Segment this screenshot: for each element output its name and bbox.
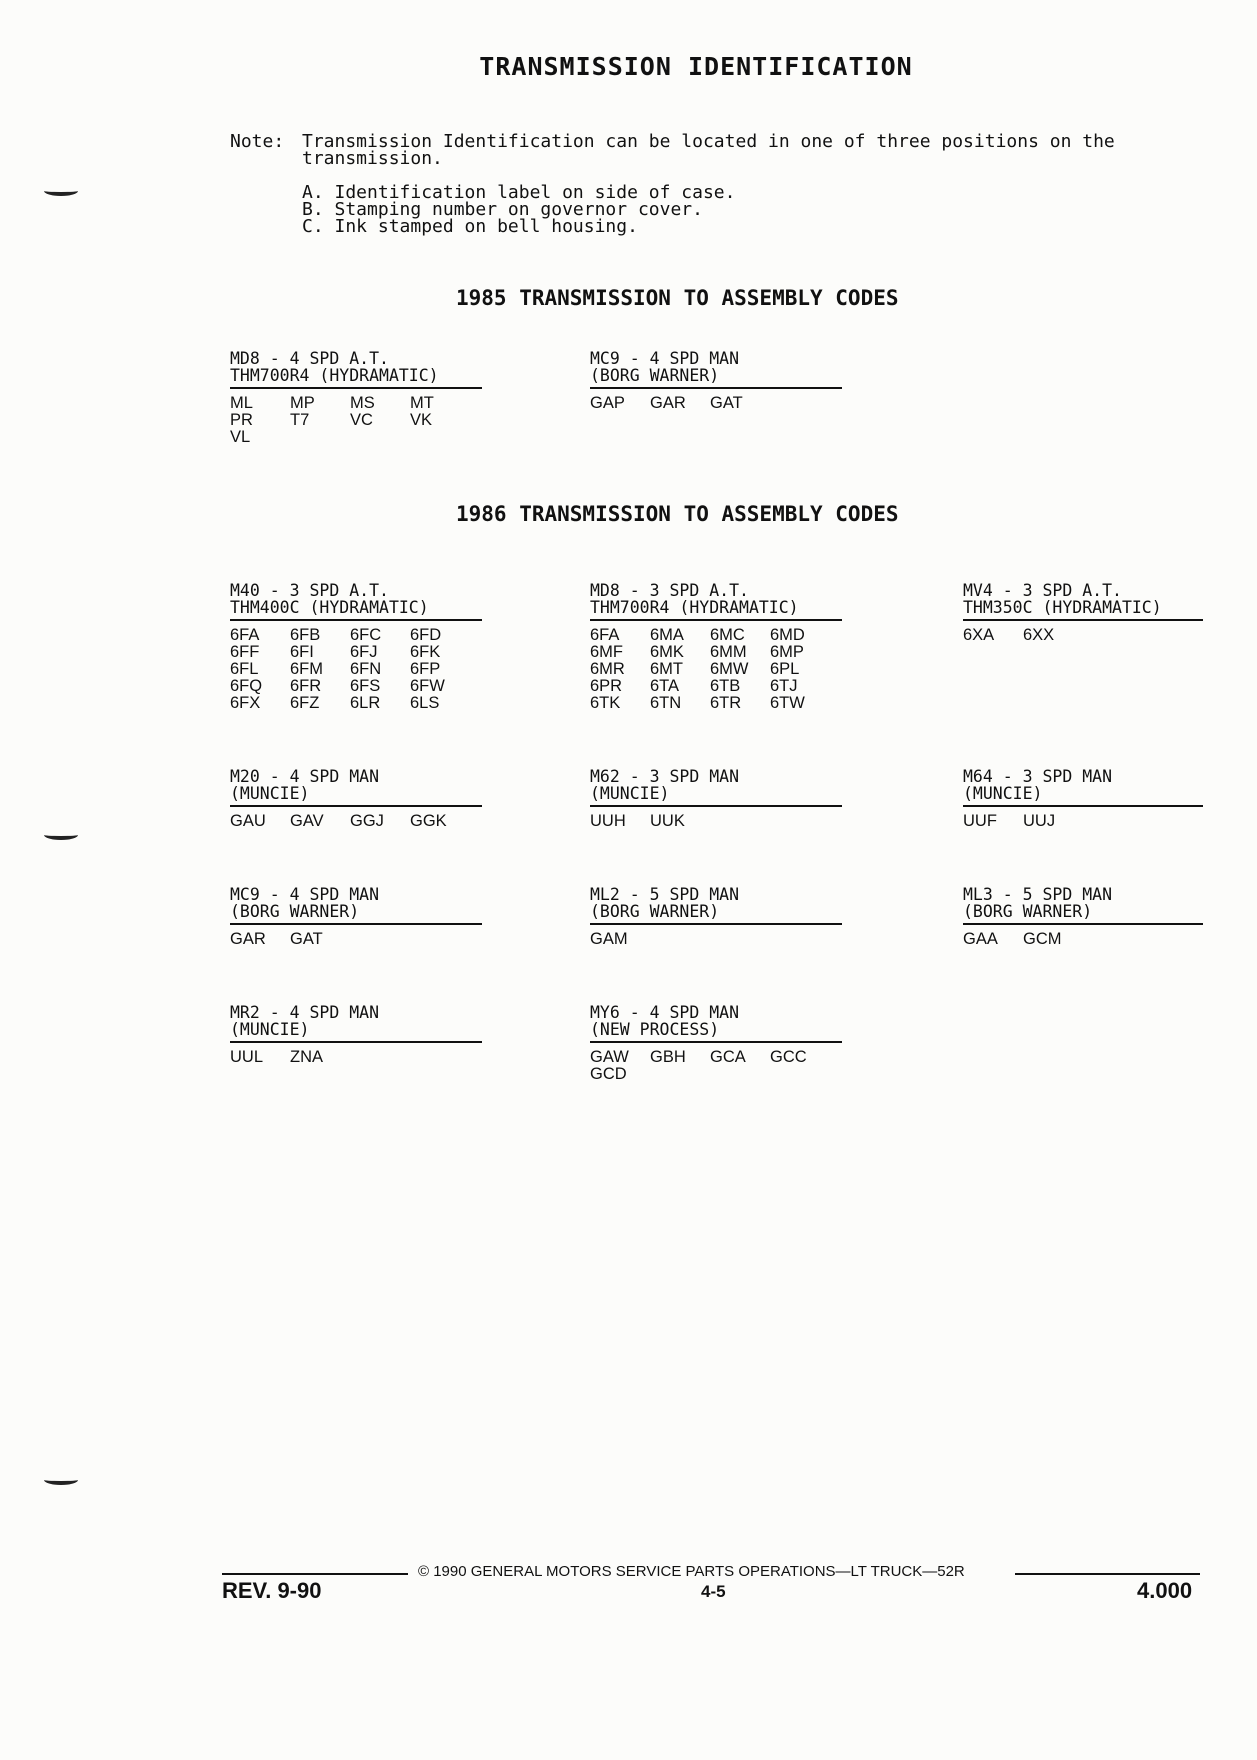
assembly-code: 6TN xyxy=(650,694,682,712)
assembly-code: GBH xyxy=(650,1048,686,1066)
code-list xyxy=(590,813,842,830)
assembly-code: MT xyxy=(410,394,434,412)
code-list xyxy=(590,395,842,412)
assembly-code: 6FF xyxy=(230,643,260,661)
block-header xyxy=(590,350,842,389)
block-header xyxy=(230,886,482,925)
footer-copyright: © 1990 GENERAL MOTORS SERVICE PARTS OPERATIONS—LT TRUCK—52R xyxy=(418,1563,965,1580)
assembly-code: 6MK xyxy=(650,643,684,661)
block-header-line1: M62 - 3 SPD MAN xyxy=(590,767,740,786)
block-header-line2: THM400C (HYDRAMATIC) xyxy=(230,598,429,617)
block-header-line2: THM350C (HYDRAMATIC) xyxy=(963,598,1162,617)
assembly-code: 6FX xyxy=(230,694,261,712)
assembly-code: GAT xyxy=(710,394,743,412)
note-line-1: Transmission Identification can be located in one of three positions on the xyxy=(302,131,1115,152)
code-row xyxy=(230,678,482,695)
block-header-line2: (MUNCIE) xyxy=(963,784,1043,803)
assembly-code: T7 xyxy=(290,411,310,429)
block-header xyxy=(590,886,842,925)
revision-label: REV. 9-90 xyxy=(222,1578,322,1603)
code-row xyxy=(590,678,842,695)
assembly-code: 6FN xyxy=(350,660,382,678)
block-header xyxy=(590,582,842,621)
code-list xyxy=(230,627,482,712)
assembly-code: 6TJ xyxy=(770,677,798,695)
assembly-code: UUL xyxy=(230,1048,264,1066)
block-header-line1: ML2 - 5 SPD MAN xyxy=(590,885,740,904)
code-row xyxy=(590,1066,842,1083)
code-list xyxy=(230,813,482,830)
code-list xyxy=(590,931,842,948)
assembly-code: GCD xyxy=(590,1065,627,1083)
assembly-code: 6PL xyxy=(770,660,800,678)
block-header xyxy=(590,768,842,807)
assembly-code: 6MC xyxy=(710,626,745,644)
assembly-code: 6LR xyxy=(350,694,381,712)
assembly-code: 6TA xyxy=(650,677,680,695)
note-item-a: A. Identification label on side of case. xyxy=(302,182,736,203)
assembly-code: GCM xyxy=(1023,930,1062,948)
code-list xyxy=(230,931,482,948)
code-list xyxy=(963,813,1203,830)
note-label: Note: xyxy=(230,131,285,152)
code-block xyxy=(590,1004,842,1083)
note-line-2: transmission. xyxy=(302,148,443,169)
assembly-code: 6FP xyxy=(410,660,441,678)
block-header xyxy=(963,886,1203,925)
assembly-code: 6XA xyxy=(963,626,995,644)
binder-mark xyxy=(44,830,78,840)
code-block xyxy=(230,886,482,948)
assembly-code: GCC xyxy=(770,1048,807,1066)
block-header-line1: MC9 - 4 SPD MAN xyxy=(590,349,740,368)
code-row xyxy=(230,661,482,678)
assembly-code: 6TW xyxy=(770,694,805,712)
assembly-code: 6MP xyxy=(770,643,804,661)
assembly-code: 6FM xyxy=(290,660,323,678)
assembly-code: GAA xyxy=(963,930,998,948)
code-list xyxy=(590,1049,842,1083)
assembly-code: GGK xyxy=(410,812,447,830)
block-header-line2: (BORG WARNER) xyxy=(230,902,360,921)
assembly-code: 6MT xyxy=(650,660,683,678)
assembly-code: 6FJ xyxy=(350,643,378,661)
assembly-code: 6MA xyxy=(650,626,684,644)
assembly-code: 6MF xyxy=(590,643,623,661)
block-header-line1: M40 - 3 SPD A.T. xyxy=(230,581,389,600)
assembly-code: 6MR xyxy=(590,660,625,678)
assembly-code: 6FA xyxy=(590,626,620,644)
footer-rule-right xyxy=(1015,1573,1200,1575)
code-block xyxy=(963,886,1203,948)
assembly-code: 6FI xyxy=(290,643,314,661)
code-block xyxy=(590,350,842,412)
code-list xyxy=(963,627,1203,644)
section-title-1985: 1985 TRANSMISSION TO ASSEMBLY CODES xyxy=(456,286,899,310)
code-row xyxy=(230,1049,482,1066)
assembly-code: GAU xyxy=(230,812,266,830)
assembly-code: 6TR xyxy=(710,694,742,712)
code-block xyxy=(963,768,1203,830)
block-header-line1: M64 - 3 SPD MAN xyxy=(963,767,1113,786)
block-header xyxy=(230,1004,482,1043)
code-list xyxy=(230,1049,482,1066)
block-header xyxy=(230,350,482,389)
code-list xyxy=(230,395,482,446)
assembly-code: UUJ xyxy=(1023,812,1056,830)
block-header xyxy=(963,582,1203,621)
block-header-line1: MY6 - 4 SPD MAN xyxy=(590,1003,740,1022)
code-block xyxy=(230,1004,482,1066)
block-header-line1: M20 - 4 SPD MAN xyxy=(230,767,380,786)
code-block xyxy=(963,582,1203,644)
code-row xyxy=(590,627,842,644)
assembly-code: 6TK xyxy=(590,694,621,712)
block-header-line2: (BORG WARNER) xyxy=(590,366,720,385)
assembly-code: GGJ xyxy=(350,812,384,830)
code-row xyxy=(230,931,482,948)
block-header-line2: THM700R4 (HYDRAMATIC) xyxy=(230,366,439,385)
assembly-code: PR xyxy=(230,411,253,429)
code-block xyxy=(590,886,842,948)
assembly-code: 6MD xyxy=(770,626,805,644)
block-header-line2: (BORG WARNER) xyxy=(590,902,720,921)
code-row xyxy=(230,412,482,429)
assembly-code: 6FD xyxy=(410,626,442,644)
code-list xyxy=(590,627,842,712)
section-number: 4.000 xyxy=(1137,1578,1193,1603)
block-header-line2: (MUNCIE) xyxy=(590,784,670,803)
assembly-code: VL xyxy=(230,428,251,446)
block-header-line1: MR2 - 4 SPD MAN xyxy=(230,1003,380,1022)
assembly-code: 6MW xyxy=(710,660,749,678)
assembly-code: 6LS xyxy=(410,694,440,712)
assembly-code: 6XX xyxy=(1023,626,1055,644)
code-row xyxy=(590,931,842,948)
code-row xyxy=(230,395,482,412)
code-block xyxy=(590,768,842,830)
block-header-line1: MV4 - 3 SPD A.T. xyxy=(963,581,1122,600)
assembly-code: UUH xyxy=(590,812,626,830)
page-title: TRANSMISSION IDENTIFICATION xyxy=(479,52,913,81)
code-row xyxy=(230,627,482,644)
assembly-code: 6FS xyxy=(350,677,381,695)
code-row xyxy=(230,644,482,661)
code-block xyxy=(590,582,842,712)
assembly-code: UUF xyxy=(963,812,997,830)
block-header-line1: MC9 - 4 SPD MAN xyxy=(230,885,380,904)
assembly-code: 6TB xyxy=(710,677,741,695)
assembly-code: 6FA xyxy=(230,626,260,644)
assembly-code: 6PR xyxy=(590,677,623,695)
assembly-code: 6FQ xyxy=(230,677,263,695)
note-item-c: C. Ink stamped on bell housing. xyxy=(302,216,638,237)
block-header-line1: ML3 - 5 SPD MAN xyxy=(963,885,1113,904)
code-list xyxy=(963,931,1203,948)
code-block xyxy=(230,350,482,446)
assembly-code: GAR xyxy=(650,394,686,412)
code-row xyxy=(230,695,482,712)
section-title-1986: 1986 TRANSMISSION TO ASSEMBLY CODES xyxy=(456,502,899,526)
assembly-code: 6FC xyxy=(350,626,382,644)
footer-rule-left xyxy=(222,1573,408,1575)
assembly-code: GCA xyxy=(710,1048,746,1066)
code-block xyxy=(230,768,482,830)
block-header xyxy=(590,1004,842,1043)
binder-mark xyxy=(44,1475,78,1485)
code-row xyxy=(230,429,482,446)
code-row xyxy=(963,931,1203,948)
block-header-line2: THM700R4 (HYDRAMATIC) xyxy=(590,598,799,617)
assembly-code: GAR xyxy=(230,930,266,948)
code-row xyxy=(590,813,842,830)
assembly-code: ML xyxy=(230,394,253,412)
assembly-code: 6MM xyxy=(710,643,747,661)
assembly-code: GAP xyxy=(590,394,625,412)
block-header-line1: MD8 - 3 SPD A.T. xyxy=(590,581,749,600)
block-header-line2: (NEW PROCESS) xyxy=(590,1020,720,1039)
code-row xyxy=(590,644,842,661)
code-row xyxy=(590,695,842,712)
code-row xyxy=(590,1049,842,1066)
assembly-code: GAM xyxy=(590,930,628,948)
assembly-code: ZNA xyxy=(290,1048,323,1066)
assembly-code: 6FR xyxy=(290,677,322,695)
assembly-code: 6FL xyxy=(230,660,259,678)
assembly-code: 6FK xyxy=(410,643,441,661)
block-header-line1: MD8 - 4 SPD A.T. xyxy=(230,349,389,368)
assembly-code: GAW xyxy=(590,1048,629,1066)
code-row xyxy=(963,627,1203,644)
code-row xyxy=(590,395,842,412)
assembly-code: 6FZ xyxy=(290,694,320,712)
assembly-code: MP xyxy=(290,394,315,412)
assembly-code: 6FW xyxy=(410,677,445,695)
code-row xyxy=(230,813,482,830)
assembly-code: GAV xyxy=(290,812,324,830)
assembly-code: 6FB xyxy=(290,626,321,644)
block-header xyxy=(963,768,1203,807)
assembly-code: VK xyxy=(410,411,433,429)
note-item-b: B. Stamping number on governor cover. xyxy=(302,199,703,220)
block-header xyxy=(230,582,482,621)
assembly-code: MS xyxy=(350,394,375,412)
assembly-code: UUK xyxy=(650,812,685,830)
assembly-code: VC xyxy=(350,411,373,429)
block-header-line2: (BORG WARNER) xyxy=(963,902,1093,921)
code-row xyxy=(590,661,842,678)
block-header-line2: (MUNCIE) xyxy=(230,1020,310,1039)
code-block xyxy=(230,582,482,712)
assembly-code: GAT xyxy=(290,930,323,948)
block-header-line2: (MUNCIE) xyxy=(230,784,310,803)
binder-mark xyxy=(44,186,78,196)
block-header xyxy=(230,768,482,807)
page-number: 4-5 xyxy=(701,1582,726,1601)
code-row xyxy=(963,813,1203,830)
